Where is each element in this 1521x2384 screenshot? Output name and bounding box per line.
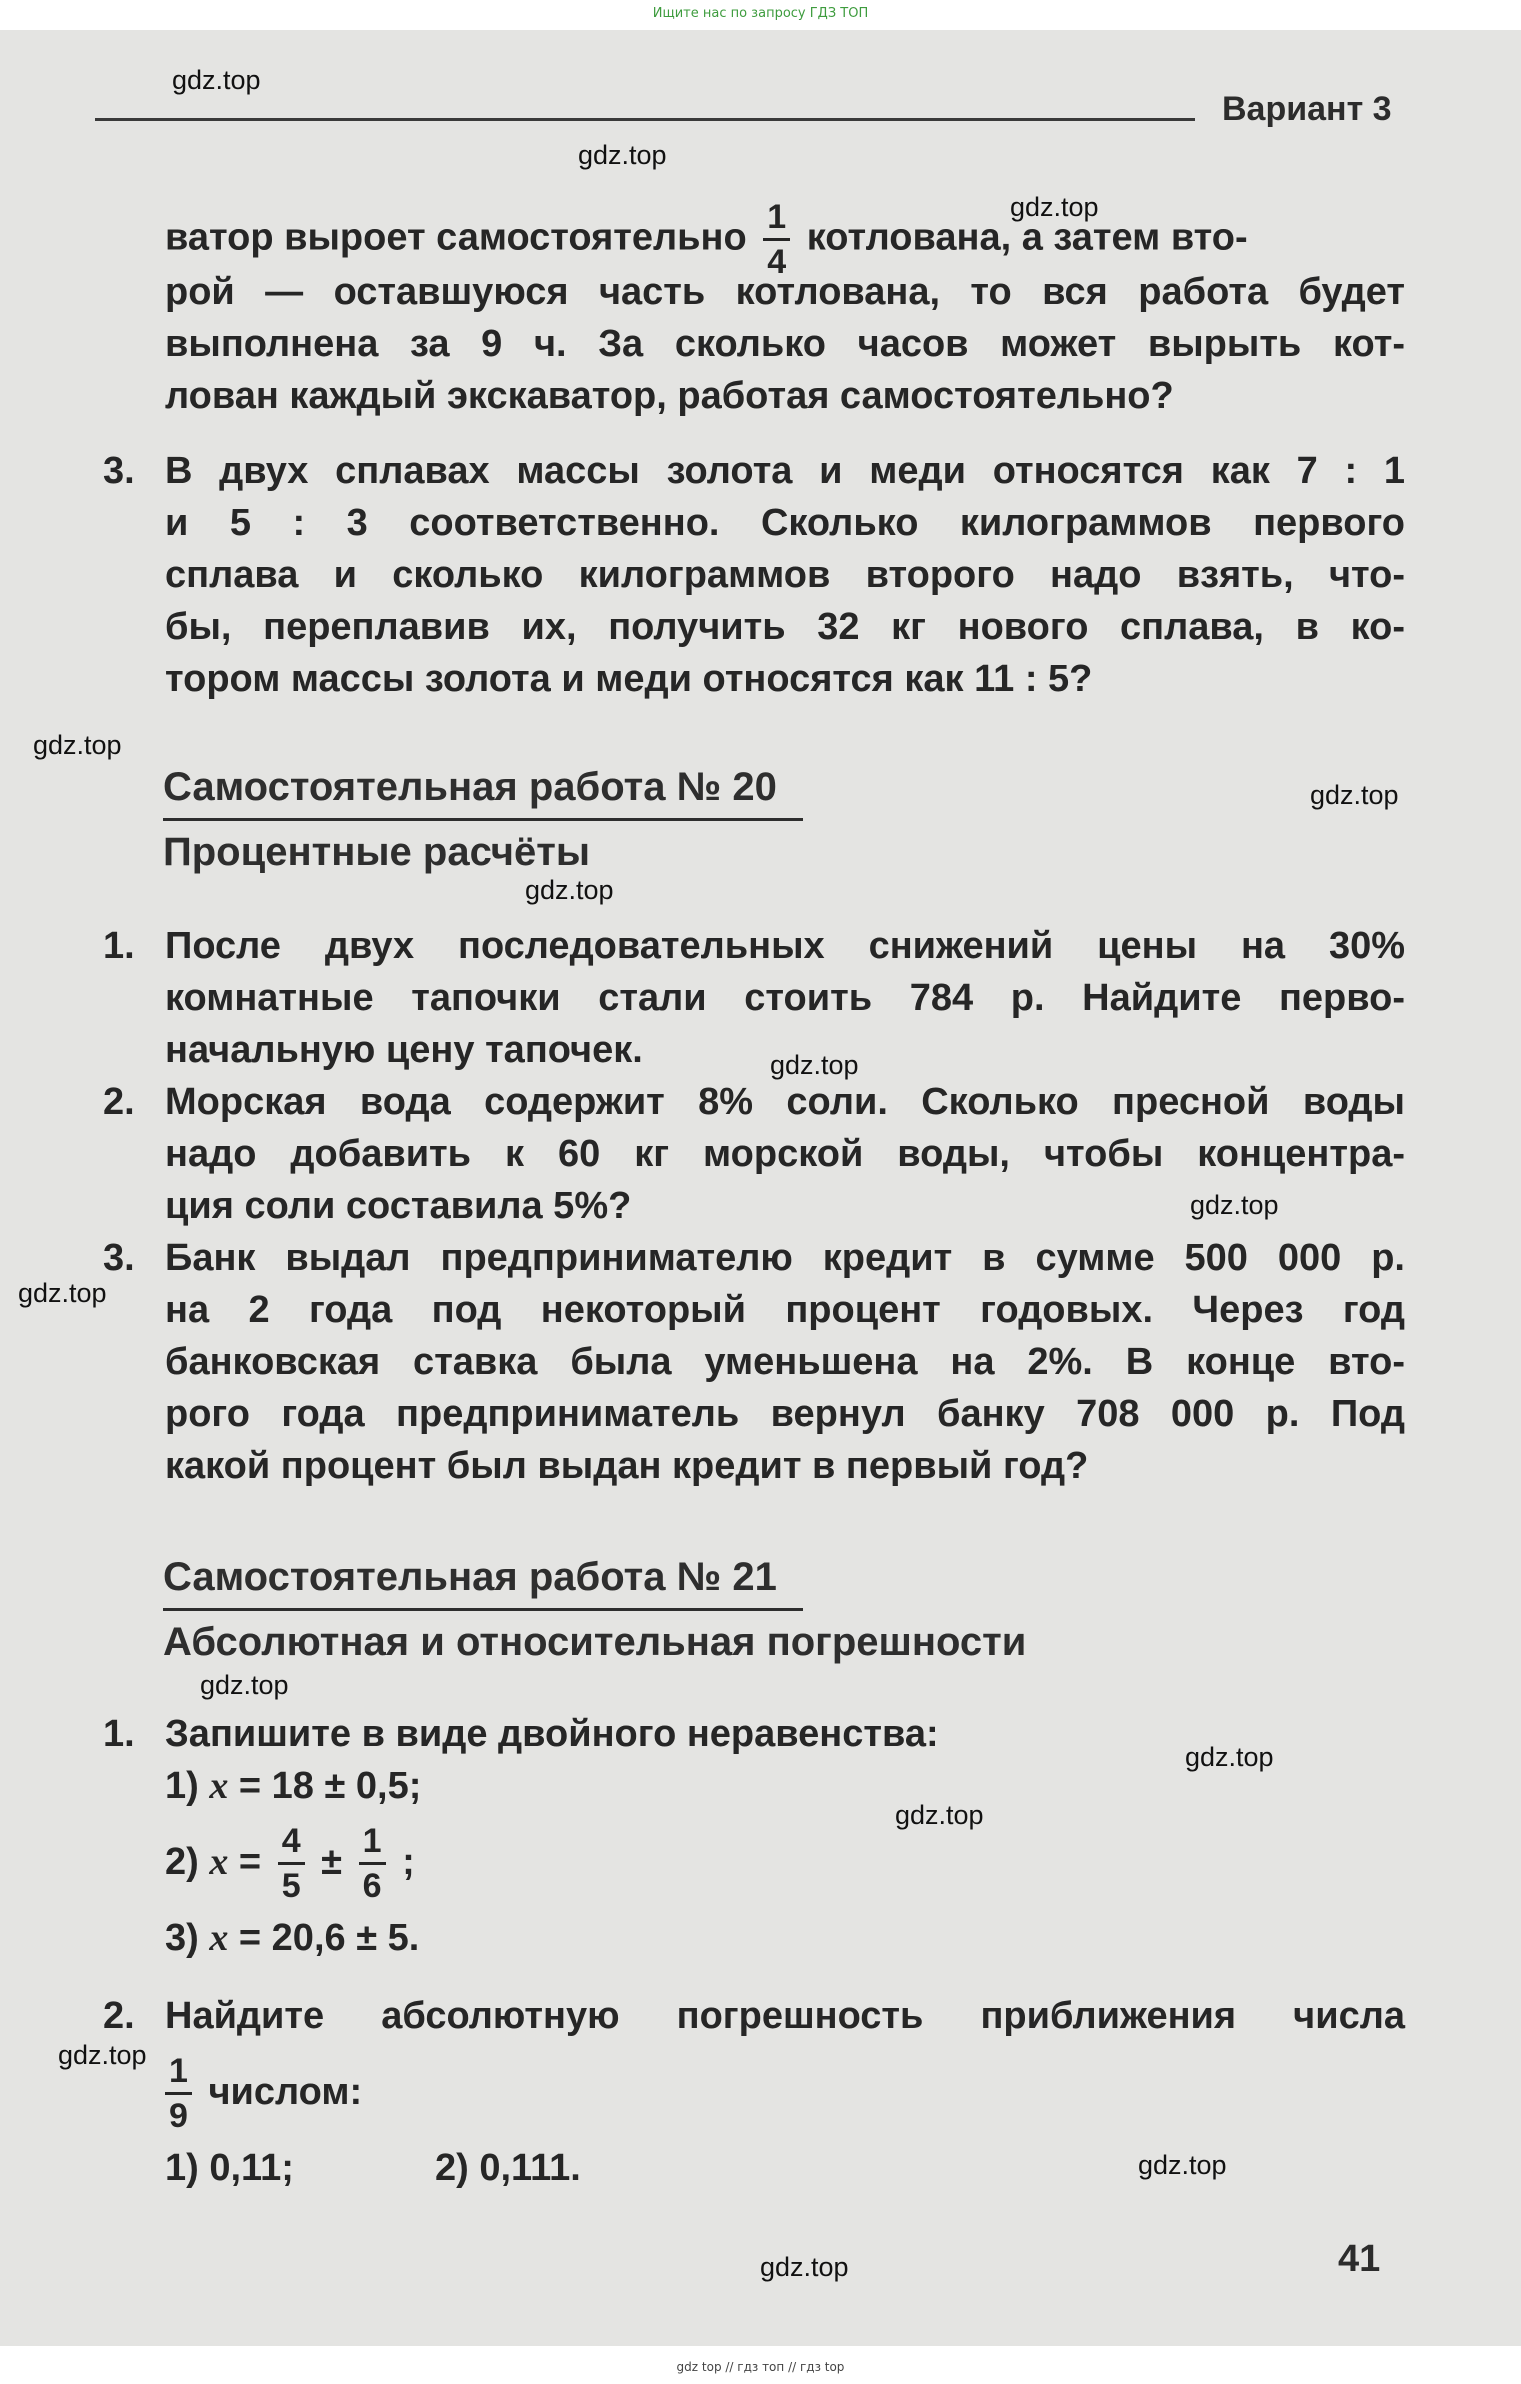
text-line: лован каждый экскаватор, работая самостоятельно? <box>165 375 1174 417</box>
section-subtitle: Абсолютная и относительная погрешности <box>163 1620 1027 1664</box>
textbook-page <box>0 30 1521 2346</box>
item-label: 2) <box>165 1841 199 1883</box>
text-line: Банк выдал предпринимателю кредит в сумме 500 000 р. <box>165 1237 1405 1279</box>
title-underline <box>163 818 803 821</box>
watermark: gdz.top <box>58 2040 147 2070</box>
watermark: gdz.top <box>172 65 261 95</box>
continuation-line-1 <box>165 198 1405 281</box>
watermark: gdz.top <box>1010 192 1099 222</box>
option-1: 1) 0,11; <box>165 2147 294 2189</box>
section-title: Самостоятельная работа № 21 <box>163 1555 777 1599</box>
plus-minus-sign: ± <box>321 1841 343 1883</box>
watermark: gdz.top <box>578 140 667 170</box>
task-number: 3. <box>103 1237 135 1279</box>
task-text <box>165 1232 1405 1492</box>
section-title: Самостоятельная работа № 20 <box>163 765 777 809</box>
text-line: надо добавить к 60 кг морской воды, чтобы концентра- <box>165 1133 1405 1175</box>
task-number: 1. <box>103 1713 135 1755</box>
text-fragment: числом: <box>208 2071 363 2113</box>
fraction-one-ninth <box>165 2052 192 2136</box>
bottom-banner: gdz top // гдз топ // гдз top <box>676 2360 845 2374</box>
fraction-denominator: 9 <box>169 2097 188 2136</box>
text-line: комнатные тапочки стали стоить 784 р. Найдите перво- <box>165 977 1405 1019</box>
text-line: рого года предприниматель вернул банку 708 000 р. Под <box>165 1393 1405 1435</box>
fraction-denominator: 5 <box>281 1867 301 1906</box>
variable-x: x <box>209 1765 229 1807</box>
variable-x: x <box>209 1917 229 1959</box>
text-line: В двух сплавах массы золота и меди относятся как 7 : 1 <box>165 450 1405 492</box>
watermark: gdz.top <box>525 875 614 905</box>
fraction-numerator: 1 <box>359 1824 386 1865</box>
watermark: gdz.top <box>1310 780 1399 810</box>
watermark: gdz.top <box>18 1278 107 1308</box>
text-fragment: ватор выроет самостоятельно <box>165 216 747 259</box>
fraction-numerator: 1 <box>165 2054 192 2095</box>
watermark: gdz.top <box>770 1050 859 1080</box>
text-line: Морская вода содержит 8% соли. Сколько пресной воды <box>165 1081 1405 1123</box>
text-fragment: котлована, а затем вто- <box>806 216 1248 259</box>
text-line: тором массы золота и меди относятся как 11 : 5? <box>165 658 1093 700</box>
watermark: gdz.top <box>895 1800 984 1830</box>
watermark: gdz.top <box>200 1670 289 1700</box>
task-number: 3. <box>103 450 135 492</box>
task-number: 2. <box>103 1995 135 2037</box>
variant-header: Вариант 3 <box>1222 90 1392 128</box>
fraction-one-sixth <box>359 1822 386 1906</box>
equals-sign: = <box>238 1841 262 1883</box>
inequality-item-2 <box>165 1812 1405 1912</box>
header-rule <box>95 118 1195 121</box>
text-line: После двух последовательных снижений цены на 30% <box>165 925 1405 967</box>
text-line: рой — оставшуюся часть котлована, то вся работа будет <box>165 271 1405 313</box>
text-line: выполнена за 9 ч. За сколько часов может вырыть кот- <box>165 323 1405 365</box>
fraction-numerator: 1 <box>763 200 790 241</box>
watermark: gdz.top <box>1190 1190 1279 1220</box>
text-line: сплава и сколько килограммов второго надо взять, что- <box>165 554 1405 596</box>
text-line: банковская ставка была уменьшена на 2%. В конце вто- <box>165 1341 1405 1383</box>
item-label: 3) <box>165 1917 199 1959</box>
inequality-item-3 <box>165 1912 1405 1964</box>
text-line: какой процент был выдан кредит в первый год? <box>165 1445 1089 1487</box>
watermark: gdz.top <box>1138 2150 1227 2180</box>
text-line: начальную цену тапочек. <box>165 1029 643 1071</box>
fraction-numerator: 4 <box>278 1824 305 1865</box>
fraction-denominator: 6 <box>362 1867 382 1906</box>
task-number: 2. <box>103 1081 135 1123</box>
item-label: 1) <box>165 1765 199 1807</box>
expression: = 18 ± 0,5; <box>238 1765 422 1807</box>
expression: = 20,6 ± 5. <box>238 1917 420 1959</box>
text-line: ция соли составила 5%? <box>165 1185 632 1227</box>
page-number: 41 <box>1338 2238 1381 2280</box>
variable-x: x <box>209 1841 229 1883</box>
section-subtitle: Процентные расчёты <box>163 830 590 874</box>
watermark: gdz.top <box>33 730 122 760</box>
watermark: gdz.top <box>760 2252 849 2282</box>
text-line: и 5 : 3 соответственно. Сколько килограммов первого <box>165 502 1405 544</box>
top-banner: Ищите нас по запросу ГДЗ ТОП <box>652 6 869 21</box>
continuation-text <box>165 200 1405 422</box>
text-line: Запишите в виде двойного неравенства: <box>165 1713 939 1755</box>
title-underline <box>163 1608 803 1611</box>
task-number: 1. <box>103 925 135 967</box>
text-line: Найдите абсолютную погрешность приближения числа <box>165 1995 1405 2037</box>
fraction-four-fifths <box>278 1822 305 1906</box>
semicolon: ; <box>402 1841 415 1883</box>
watermark: gdz.top <box>1185 1742 1274 1772</box>
fraction-denominator: 4 <box>767 243 787 281</box>
fraction-line <box>165 2042 1405 2142</box>
option-2: 2) 0,111. <box>435 2147 581 2189</box>
text-line: бы, переплавив их, получить 32 кг нового сплава, в ко- <box>165 606 1405 648</box>
text-line: на 2 года под некоторый процент годовых. Через год <box>165 1289 1405 1331</box>
task-text <box>165 445 1405 705</box>
